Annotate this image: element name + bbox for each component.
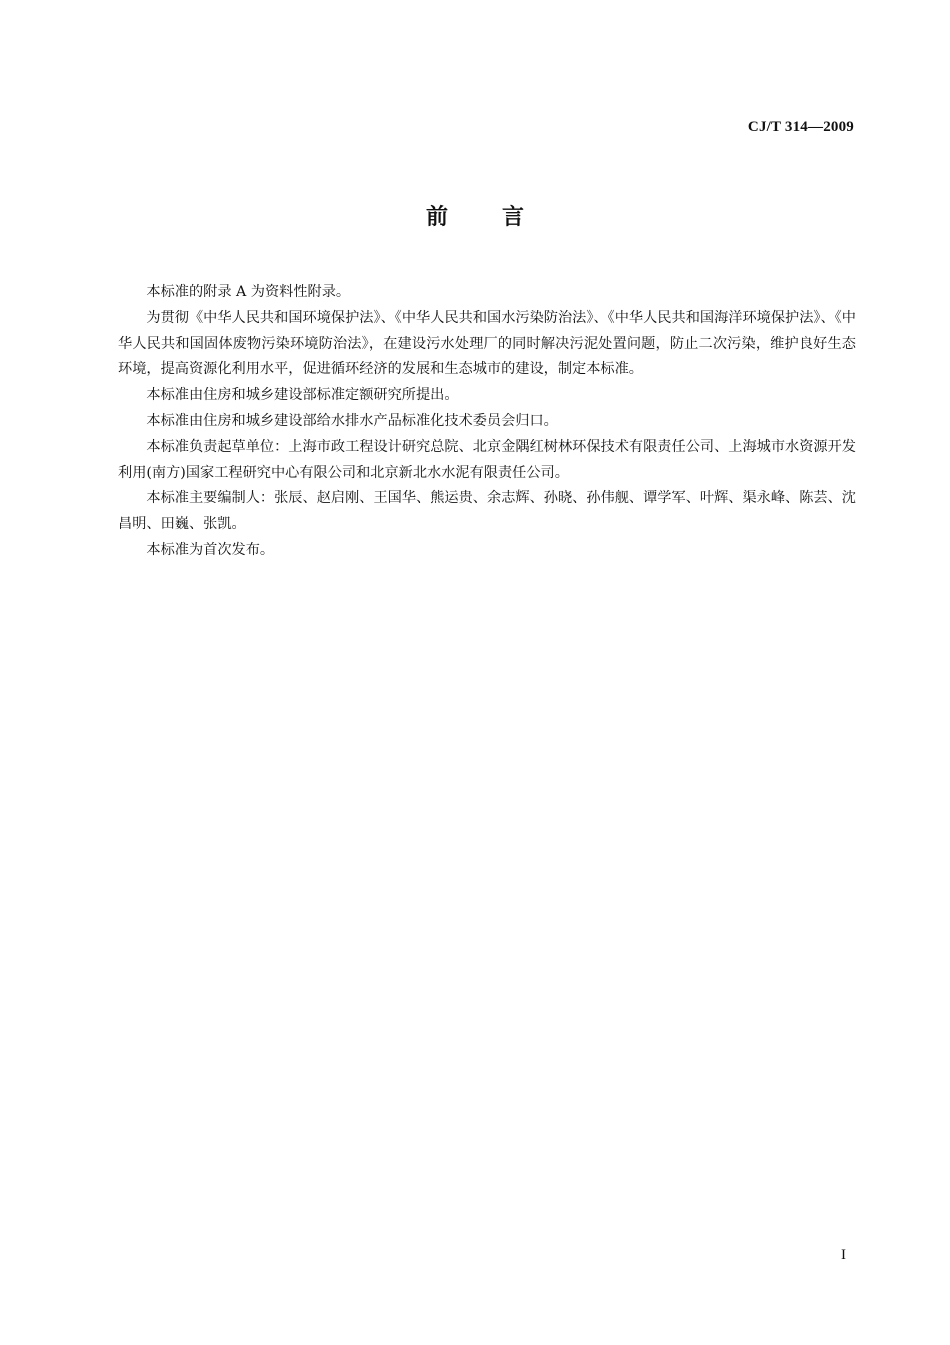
- paragraph-administrator: 本标准由住房和城乡建设部给水排水产品标准化技术委员会归口。: [146, 412, 558, 429]
- paragraph-drafting-units: 本标准负责起草单位：上海市政工程设计研究总院、北京金隅红树林环保技术有限责任公司、上海城市水资源开发利用(南方)国家工程研究中心有限公司和北京新北水水泥有限责任公司。: [118, 438, 856, 481]
- paragraph-first-release: 本标准为首次发布。: [146, 541, 275, 558]
- paragraph-drafters: 本标准主要编制人：张辰、赵启刚、王国华、熊运贵、余志辉、孙晓、孙伟舰、谭学军、叶辉、渠永峰、陈芸、沈昌明、田巍、张凯。: [118, 490, 856, 533]
- page-number: I: [841, 1247, 846, 1263]
- paragraph-proposer: 本标准由住房和城乡建设部标准定额研究所提出。: [146, 387, 459, 404]
- page-title: 前言: [425, 205, 578, 230]
- paragraph-appendix: 本标准的附录 A 为资料性附录。: [146, 284, 351, 300]
- foreword-body: [118, 280, 856, 564]
- paragraph-purpose: 为贯彻《中华人民共和国环境保护法》、《中华人民共和国水污染防治法》、《中华人民共和国海洋环境保护法》、《中华人民共和国固体废物污染环境防治法》，在建设污水处理厂的同时解决污泥处置问题，防止二次污染，维护良好生态环境，提高资源化利用水平，促进循环经济的发展和生态城市的建设，制定本标准。: [118, 309, 856, 378]
- standard-code: CJ/T 314—2009: [747, 119, 854, 135]
